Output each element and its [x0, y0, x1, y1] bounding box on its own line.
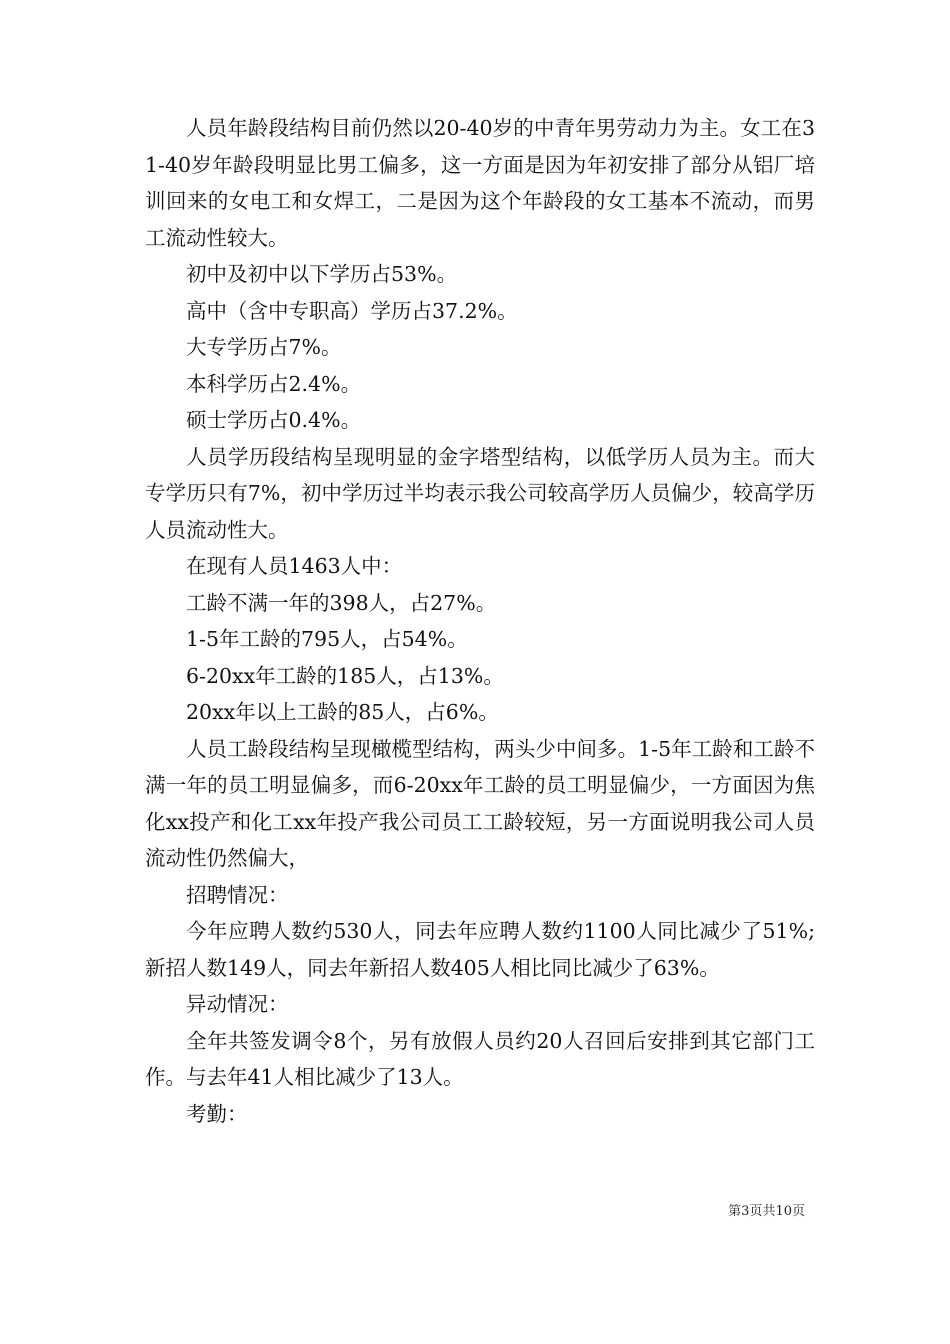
paragraph-age-structure: 人员年龄段结构目前仍然以20-40岁的中青年男劳动力为主。女工在31-40岁年龄段明显比男工偏多，这一方面是因为年初安排了部分从铝厂培训回来的女电工和女焊工，二是因为这个年龄段的女工基本不流动，而男工流动性较大。	[145, 116, 815, 250]
paragraph-tenure-under-1: 工龄不满一年的398人，占27%。	[186, 590, 497, 615]
paragraph-tenure-over-20: 20xx年以上工龄的85人，占6%。	[186, 700, 499, 724]
paragraph-transfers: 全年共签发调令8个，另有放假人员约20人召回后安排到其它部门工作。与去年41人相比减少了13人。	[145, 1028, 815, 1089]
paragraph-edu-junior: 初中及初中以下学历占53%。	[186, 262, 458, 286]
paragraph-recruitment: 今年应聘人数约530人，同去年应聘人数约1100人同比减少了51%;新招人数149人，同去年新招人数405人相比同比减少了63%。	[145, 919, 815, 980]
paragraph-edu-bachelor: 本科学历占2.4%。	[186, 371, 362, 396]
paragraph-staff-total: 在现有人员1463人中：	[186, 554, 403, 578]
paragraph-tenure-6-20: 6-20xx年工龄的185人，占13%。	[186, 663, 504, 688]
heading-recruitment: 招聘情况：	[186, 882, 289, 907]
paragraph-tenure-structure: 人员工龄段结构呈现橄榄型结构，两头少中间多。1-5年工龄和工龄不满一年的员工明显偏多，而6-20xx年工龄的员工明显偏少，一方面因为焦化xx投产和化工xx年投产我公司员工工龄较短，另一方面说明我公司人员流动性仍然偏大，	[145, 736, 815, 870]
heading-attendance: 考勤：	[186, 1101, 248, 1126]
paragraph-tenure-1-5: 1-5年工龄的795人，占54%。	[186, 627, 468, 651]
paragraph-edu-structure: 人员学历段结构呈现明显的金字塔型结构，以低学历人员为主。而大专学历只有7%，初中学历过半均表示我公司较高学历人员偏少，较高学历人员流动性大。	[145, 444, 815, 542]
paragraph-edu-master: 硕士学历占0.4%。	[186, 408, 362, 432]
document-body	[145, 110, 815, 1132]
paragraph-edu-senior: 高中（含中专职高）学历占37.2%。	[186, 298, 518, 323]
heading-transfers: 异动情况：	[186, 992, 289, 1016]
paragraph-edu-college: 大专学历占7%。	[186, 335, 342, 359]
page-number: 第3页共10页	[728, 1204, 805, 1219]
